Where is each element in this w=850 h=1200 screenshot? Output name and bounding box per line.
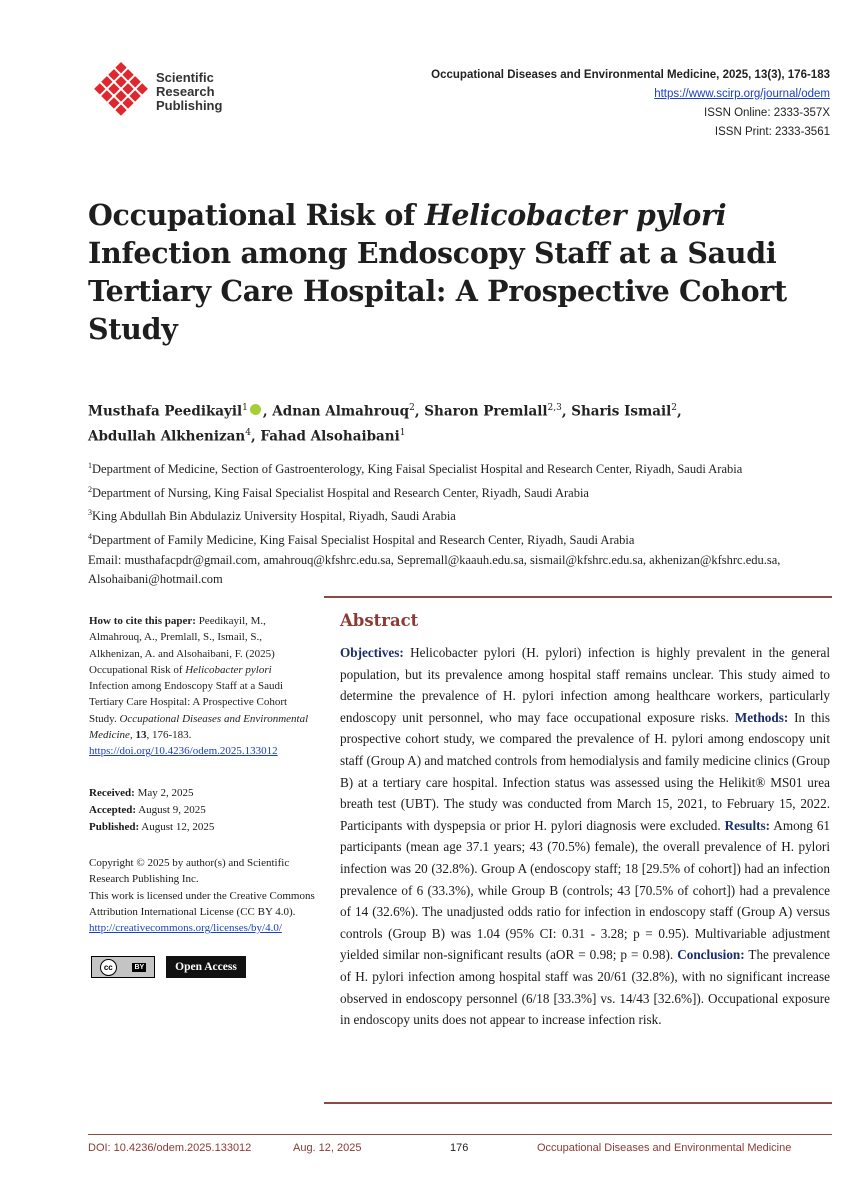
abstract-top-rule — [324, 596, 832, 598]
publisher-line-2: Research — [156, 84, 215, 99]
scirp-diamond-logo-icon — [90, 60, 152, 122]
issn-print: ISSN Print: 2333-3561 — [714, 126, 830, 138]
author-list: Musthafa Peedikayil$^1$ , Adnan Almahrouq$^2$, Sharon Premlall$^{2,3}$, Sharis Ismail$^2$, Abdullah Alkhenizan$^4$, Fahad Alsohaibani$^1$ — [88, 403, 682, 444]
footer-date: Aug. 12, 2025 — [293, 1142, 362, 1154]
abstract-bottom-rule — [324, 1102, 832, 1104]
author-name: Abdullah Alkhenizan — [88, 428, 246, 444]
author-name: Adnan Almahrouq — [272, 403, 410, 420]
journal-info — [431, 66, 830, 142]
footer-journal: Occupational Diseases and Environmental Medicine — [537, 1142, 792, 1154]
journal-url-link[interactable]: https://www.scirp.org/journal/odem — [654, 88, 830, 100]
abstract-heading: Abstract — [340, 611, 419, 630]
creative-commons-icon: cc — [100, 959, 117, 976]
cc-by-license-badge[interactable] — [91, 956, 155, 978]
author-emails: Email: musthafacpdr@gmail.com, amahrouq@kfshrc.edu.sa, Sepremall@kaauh.edu.sa, sismail@kfshrc.edu.sa, akhenizan@kfshrc.edu.sa, Alsohaibani@hotmail.com — [88, 552, 781, 587]
paper-title: Occupational Risk of Helicobacter pylori Infection among Endoscopy Staff at a Saudi Tertiary Care Hospital: A Prospective Cohort Study — [88, 198, 787, 346]
open-access-badge: Open Access — [166, 956, 246, 978]
orcid-icon[interactable] — [250, 404, 261, 415]
issn-online: ISSN Online: 2333-357X — [704, 107, 830, 119]
copyright-notice: Copyright © 2025 by author(s) and Scientific Research Publishing Inc. This work is licensed under the Creative Commons Attribution International License (CC BY 4.0). http://creativecommons.org/licenses/by/4.0/ — [89, 857, 315, 935]
author-name: Fahad Alsohaibani — [260, 428, 400, 444]
publisher-line-3: Publishing — [156, 98, 223, 113]
footer-doi: DOI: 10.4236/odem.2025.133012 — [88, 1142, 252, 1154]
page-number: 176 — [450, 1142, 469, 1154]
author-name: Sharon Premlall — [424, 403, 548, 420]
abstract-body: Objectives: Helicobacter pylori (H. pylori) infection is highly prevalent in the general population, but its prevalence among hospital staff remains unclear. This study aimed to determine the prevalence of H. pylori infection among healthcare workers, particularly endoscopy unit personnel, who may face occupational exposure risks. Methods: In this prospective cohort study, we compared the prevalence of H. pylori among endoscopy unit staff (Group A) and matched controls from hemodialysis and family medicine clinics (Group B) at a tertiary care hospital. Infection status was assessed using the Helikit® MS01 urea breath test (UBT). The study was conducted from March 15, 2021, to February 15, 2022. Participants with dyspepsia or prior H. pylori diagnosis were excluded. Results: Among 61 participants (mean age 37.1 years; 43 (70.5%) female), the overall prevalence of H. pylori infection was 20 (32.8%). Group A (endoscopy staff; 18 [29.5% of cohort]) had an infection prevalence of 6 (33.3%), while Group B (controls; 43 [70.5% of cohort]) had a prevalence of 14 (32.6%). The unadjusted odds ratio for infection in endoscopy staff (Group A) versus controls (Group B) was 1.04 (95% CI: 0.31 - 3.28; p = 0.95). Multivariable adjustment yielded similar non-significant results (aOR = 0.98; p = 0.98). Conclusion: The prevalence of H. pylori infection among hospital staff was 20/61 (32.8%), with no significant increase observed in endoscopy personnel (6/18 [33.3%] vs. 14/43 [32.6%]). Occupational exposure in endoscopy units does not appear to increase infection risk. — [340, 645, 831, 1028]
publisher-name — [156, 71, 222, 113]
affiliation-item: $^3$King Abdullah Bin Abdulaziz University Hospital, Riyadh, Saudi Arabia — [88, 508, 456, 524]
attribution-icon: BY — [134, 963, 145, 971]
journal-citation-line: Occupational Diseases and Environmental Medicine, 2025, 13(3), 176-183 — [431, 69, 830, 81]
publication-dates: Received: May 2, 2025 Accepted: August 9, 2025 Published: August 12, 2025 — [89, 787, 215, 833]
publisher-line-1: Scientific — [156, 70, 214, 85]
author-name: Sharis Ismail — [571, 403, 672, 420]
license-link[interactable]: http://creativecommons.org/licenses/by/4.0/ — [89, 922, 282, 935]
affiliations — [88, 456, 828, 590]
footer-rule — [88, 1134, 832, 1135]
affiliation-item: $^4$Department of Family Medicine, King Faisal Specialist Hospital and Research Center, Riyadh, Saudi Arabia — [88, 531, 635, 548]
author-name: Musthafa Peedikayil — [88, 403, 243, 420]
affiliation-item: $^2$Department of Nursing, King Faisal Specialist Hospital and Research Center, Riyadh, Saudi Arabia — [88, 484, 589, 500]
affiliation-item: $^1$Department of Medicine, Section of Gastroenterology, King Faisal Specialist Hospital and Research Center, Riyadh, Saudi Arabia — [88, 461, 743, 477]
how-to-cite: How to cite this paper: Peedikayil, M., Almahrouq, A., Premlall, S., Ismail, S., Alkhenizan, A. and Alsohaibani, F. (2025) Occupational Risk of Helicobacter pylori Infection among Endoscopy Staff at a Saudi Tertiary Care Hospital: A Prospective Cohort Study. Occupational Diseases and Environmental Medicine, 13, 176-183. https://doi.org/10.4236/odem.2025.133012 — [89, 615, 309, 758]
publisher-logo — [90, 60, 250, 120]
doi-link[interactable]: https://doi.org/10.4236/odem.2025.133012 — [89, 745, 278, 758]
